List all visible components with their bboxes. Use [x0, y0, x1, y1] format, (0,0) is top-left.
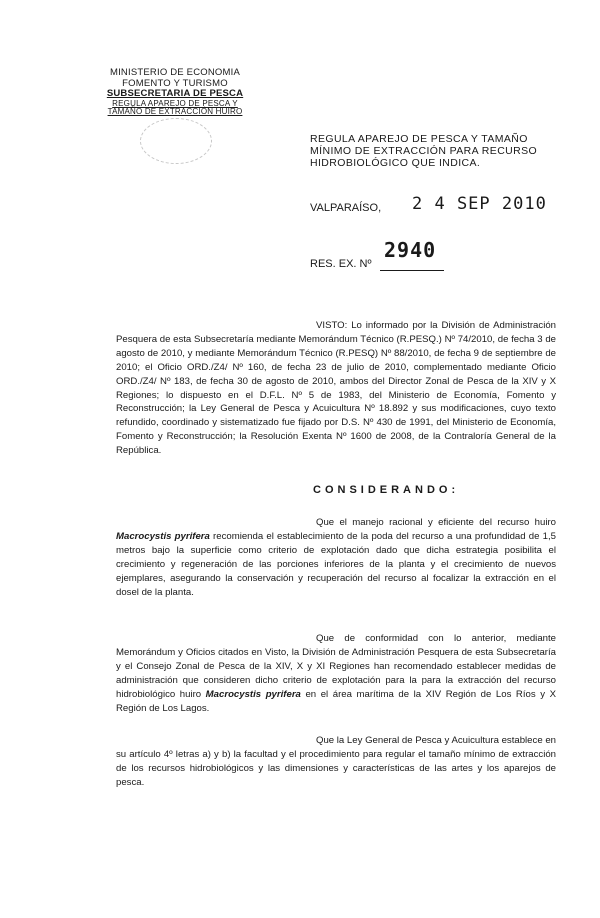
considerando-paragraph-2: [116, 632, 556, 715]
subject-line-2: TAMAÑO DE EXTRACCIÓN HUIRO: [107, 107, 243, 116]
subject-line-1: REGULA APAREJO DE PESCA Y: [112, 98, 238, 108]
subsecretaria-line: SUBSECRETARIA DE PESCA: [106, 88, 244, 99]
p1-pre: Que el manejo racional y eficiente del recurso huiro: [316, 517, 556, 528]
place-label: VALPARAÍSO,: [310, 202, 382, 214]
resolution-number-label: RES. EX. Nº: [310, 258, 372, 270]
issuer-header: [100, 68, 250, 117]
ministry-line: MINISTERIO DE ECONOMIA: [109, 67, 241, 78]
p1-post: recomienda el establecimiento de la poda del recurso a una profundidad de 1,5 metros bajo la superficie como criterio de explotación dado que dicha estrategia posibilita el crecimiento y regeneración de las porciones inferiores de la planta y el crecimiento de nuevos ejemplares, asegurando la conservación y recuperación del recurso al focalizar la extracción en el dosel de la planta.: [116, 530, 556, 598]
resolution-title: REGULA APAREJO DE PESCA Y TAMAÑO MÍNIMO DE EXTRACCIÓN PARA RECURSO HIDROBIOLÓGICO QUE INDICA.: [310, 133, 538, 169]
official-seal-stamp: [140, 118, 212, 164]
considerando-paragraph-1: [116, 516, 556, 599]
resolution-number-underline: [380, 270, 444, 271]
species-name: Macrocystis pyrifera: [116, 530, 210, 542]
stamped-date: 2 4 SEP 2010: [412, 194, 547, 214]
considerando-paragraph-3: Que la Ley General de Pesca y Acuicultura establece en su artículo 4º letras a) y b) la facultad y el procedimiento para regular el tamaño mínimo de extracción de los recursos hidrobiológicos y las dimensiones y características de las artes y los aparejos de pesca.: [116, 735, 556, 788]
considerando-heading: CONSIDERANDO:: [313, 484, 460, 496]
resolution-number: 2940: [384, 238, 437, 262]
visto-paragraph: VISTO: Lo informado por la División de Administración Pesquera de esta Subsecretaría mediante Memorándum Técnico (R.PESQ.) Nº 74/2010, de fecha 3 de agosto de 2010, y mediante Memorándum Técnico (R.PESQ) Nº 88/2010, de fecha 9 de septiembre de 2010; el Oficio ORD./Z4/ Nº 160, de fecha 23 de julio de 2010, complementado mediante Oficio ORD./Z4/ Nº 183, de fecha 30 de agosto de 2010, ambos del Director Zonal de Pesca de la XIV y X Regiones; lo dispuesto en el D.F.L. Nº 5 de 1983, del Ministerio de Economía, Fomento y Reconstrucción; la Ley General de Pesca y Acuicultura Nº 18.892 y sus modificaciones, cuyo texto refundido, coordinado y sistematizado fue fijado por D.S. Nº 430 de 1991, del Ministerio de Economía, Fomento y Reconstrucción; la Resolución Exenta Nº 1600 de 2008, de la Contraloría General de la República.: [116, 320, 556, 457]
p2-pre: Que de conformidad con lo anterior, mediante Memorándum y Oficios citados en Visto, la División de Administración Pesquera de esta Subsecretaría y el Consejo Zonal de Pesca de la XIV, X y XI Regiones han recomendado establecer medidas de administración que consideren dicho criterio de explotación para la para la extracción del recurso hidrobiológico huiro: [116, 633, 556, 700]
ministry-line-2: FOMENTO Y TURISMO: [122, 77, 228, 89]
species-name: Macrocystis pyrifera: [205, 688, 301, 700]
p2-post: en el área marítima de la XIV Región de Los Ríos y X Región de Los Lagos.: [116, 688, 556, 714]
